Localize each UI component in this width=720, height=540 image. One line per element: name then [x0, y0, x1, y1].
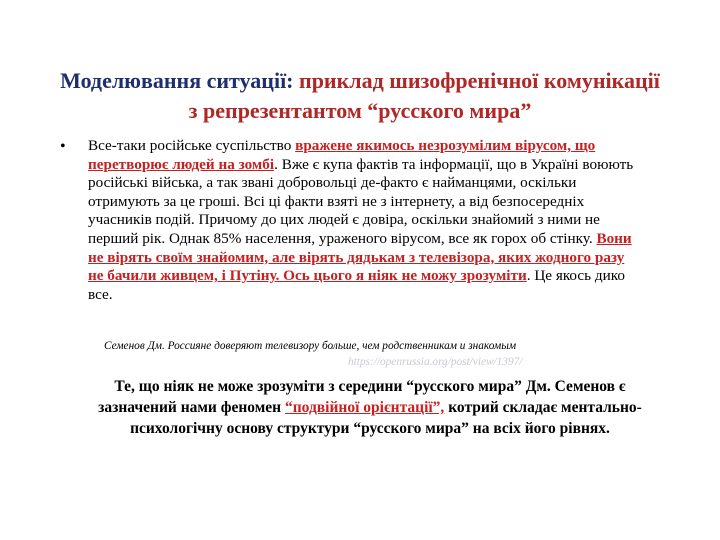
conclusion-text-1: Те, що ніяк не може зрозуміти з середини “русского мира” Дм. Семенов є зазначений нами феномен	[98, 378, 626, 416]
conclusion-text-2: котрий складає ментально-психологічну основу структури “русского мира” на всіх його рівнях.	[130, 399, 642, 437]
bullet-text-2: . Вже є купа фактів та інформації, що в Україні воюють російські війська, а так звані добровольці де-факто є найманцями, оскільки отримують за це гроші. Всі ці факти взяті не з інтернету, а від безпосередніх учасників подій. Причому до цих людей є довіра, оскільки знайомий з ними не перший рік. Однак 85% населення, ураженого вірусом, все як горох об стінку.	[88, 155, 634, 247]
conclusion-paragraph	[80, 376, 660, 439]
source-citation: Семенов Дм. Россияне доверяют телевизору больше, чем родственникам и знакомым	[104, 340, 517, 352]
slide-title	[60, 66, 660, 126]
bullet-paragraph	[88, 137, 636, 304]
conclusion-highlight: “подвійної орієнтації”,	[284, 399, 445, 416]
bullet-text-3: . Це якось дико все.	[88, 267, 625, 303]
title-accent: приклад шизофренічної комунікації з репрезентантом “русского мира”	[188, 68, 660, 123]
bullet-highlight-1: вражене якимось незрозумілим вірусом, що перетворює людей на зомбі	[88, 137, 596, 173]
source-link[interactable]: https://openrussia.org/post/view/1397/	[348, 356, 523, 368]
bullet-highlight-2: Вони не вірять своїм знайомим, але вірять дядькам з телевізора, яких жодного разу не бачили живцем, і Путіну. Ось цього я ніяк не можу зрозуміти	[88, 229, 632, 285]
title-lead: Моделювання ситуації:	[60, 68, 300, 93]
bullet-icon: •	[60, 138, 66, 155]
bullet-text-1: Все-таки російське суспільство	[88, 137, 296, 154]
